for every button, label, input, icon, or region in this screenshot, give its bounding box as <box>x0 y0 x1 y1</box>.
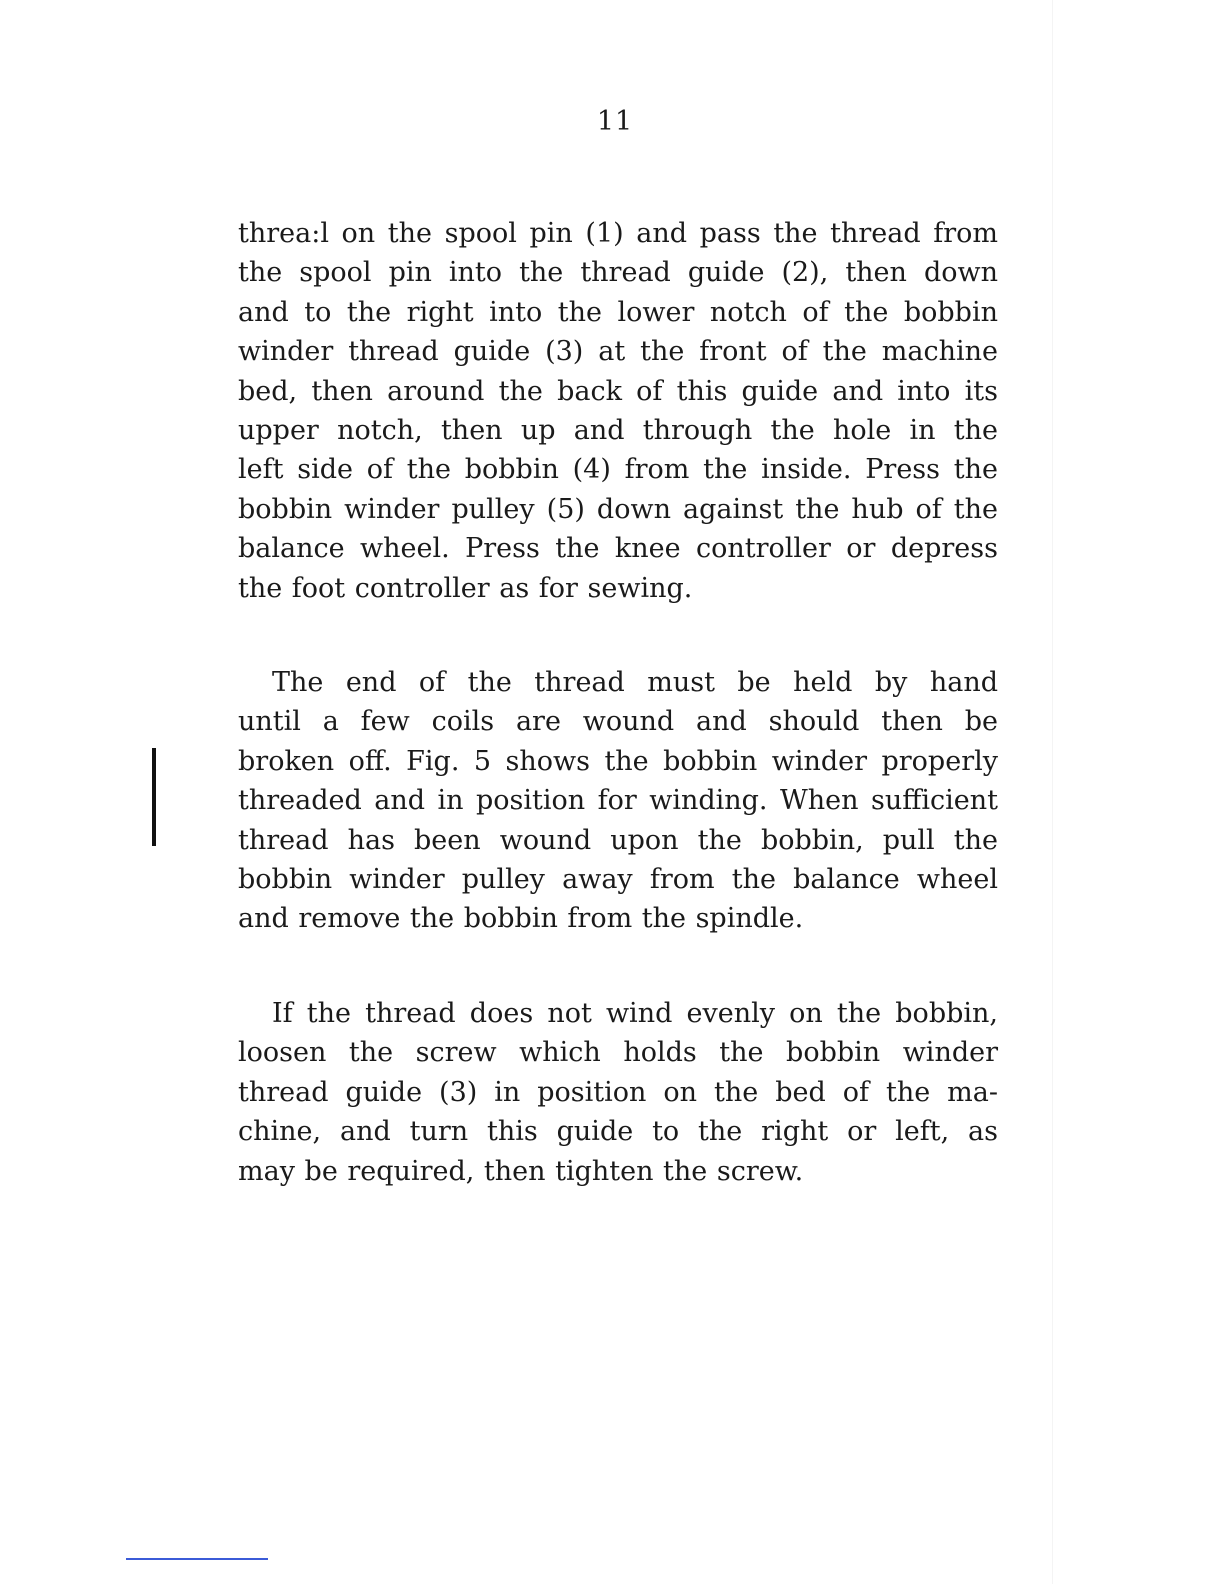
paragraph-line: and to the right into the lower notch of the bobbin <box>238 296 998 328</box>
paragraph-line: The end of the thread must be held by hand <box>272 667 998 698</box>
paragraph-line: upper notch, then up and through the hole in the <box>238 415 998 447</box>
paragraph-line: may be required, then tighten the screw. <box>238 1155 804 1187</box>
paragraph-line: balance wheel. Press the knee controller or depress <box>238 533 998 565</box>
page-number: 11 <box>596 106 634 137</box>
paragraph-3 <box>238 994 998 1191</box>
paragraph-line: and remove the bobbin from the spindle. <box>238 903 804 935</box>
paragraph-line: the foot controller as for sewing. <box>238 572 693 604</box>
paragraph-line: bobbin winder pulley (5) down against the hub of the <box>238 493 998 525</box>
paragraph-line: left side of the bobbin (4) from the inside. Press the <box>238 454 998 486</box>
paragraph-line: bobbin winder pulley away from the balance wheel <box>238 864 998 896</box>
paragraph-line: the spool pin into the thread guide (2), then down <box>238 257 998 289</box>
paragraph-line: broken off. Fig. 5 shows the bobbin winder properly <box>238 745 998 777</box>
paragraph-line: threaded and in position for winding. When sufficient <box>238 785 998 817</box>
paragraph-1 <box>238 214 998 608</box>
paragraph-line: chine, and turn this guide to the right or left, as <box>238 1116 998 1148</box>
paragraph-2 <box>238 663 998 939</box>
bottom-rule <box>126 1558 268 1560</box>
paragraph-line: bed, then around the back of this guide and into its <box>238 375 998 407</box>
paragraph-line: thread guide (3) in position on the bed of the ma- <box>238 1076 998 1108</box>
paragraph-line: If the thread does not wind evenly on the bobbin, <box>272 998 998 1029</box>
page-edge-line <box>1052 0 1053 1584</box>
paragraph-line: until a few coils are wound and should then be <box>238 706 998 738</box>
margin-change-bar <box>152 748 156 846</box>
paragraph-line: thread has been wound upon the bobbin, pull the <box>238 824 998 856</box>
paragraph-line: loosen the screw which holds the bobbin winder <box>238 1037 998 1069</box>
paragraph-line: winder thread guide (3) at the front of the machine <box>238 336 998 368</box>
paragraph-line: threa:l on the spool pin (1) and pass the thread from <box>238 218 998 249</box>
